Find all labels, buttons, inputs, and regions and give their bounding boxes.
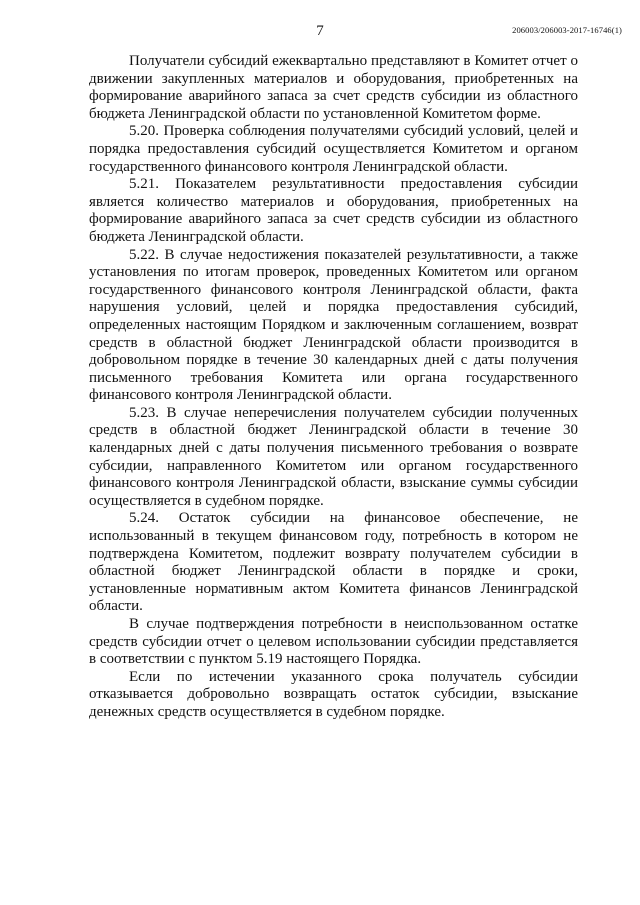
paragraph-reporting: Получатели субсидий ежеквартально представляют в Комитет отчет о движении закупленных материалов и оборудования, приобретенных на формирование аварийного запаса за счет средств субсидии из областного бюджета Ленинградской области по установленной Комитетом форме. <box>89 53 578 122</box>
paragraph-5-24: 5.24. Остаток субсидии на финансовое обеспечение, не использованный в текущем финансовом году, потребность в котором не подтверждена Комитетом, подлежит возврату получателем субсидии в областной бюджет Ленинградской области в порядке и сроки, установленные нормативным актом Комитета финансов Ленинградской области. <box>89 510 578 615</box>
paragraph-confirmation: В случае подтверждения потребности в неиспользованном остатке средств субсидии отчет о целевом использовании субсидии представляется в соответствии с пунктом 5.19 настоящего Порядка. <box>89 616 578 668</box>
document-id: 206003/206003-2017-16746(1) <box>512 25 622 35</box>
paragraph-5-20: 5.20. Проверка соблюдения получателями субсидий условий, целей и порядка предоставления субсидий осуществляется Комитетом и органом государственного финансового контроля Ленинградской области. <box>89 123 578 175</box>
paragraph-refusal: Если по истечении указанного срока получатель субсидии отказывается добровольно возвращать остаток субсидии, взыскание денежных средств осуществляется в судебном порядке. <box>89 668 578 720</box>
page-number: 7 <box>316 23 324 39</box>
document-body <box>89 53 578 722</box>
paragraph-5-21: 5.21. Показателем результативности предоставления субсидии является количество материалов и оборудования, приобретенных на формирование аварийного запаса за счет средств субсидии из областного бюджета Ленинградской области. <box>89 176 578 245</box>
paragraph-5-23: 5.23. В случае неперечисления получателем субсидии полученных средств в областной бюджет Ленинградской области в течение 30 календарных дней с даты получения письменного требования о возврате субсидии, направленного Комитетом или органом государственного финансового контроля Ленинградской области, взыскание суммы субсидии осуществляется в судебном порядке. <box>89 404 578 509</box>
paragraph-5-22: 5.22. В случае недостижения показателей результативности, а также установления по итогам проверок, проведенных Комитетом или органом государственного финансового контроля Ленинградской области, факта нарушения условий, целей и порядка предоставления субсидий, определенных настоящим Порядком и заключенным соглашением, возврат средств в областной бюджет Ленинградской области производится в добровольном порядке в течение 30 календарных дней с даты получения письменного требования Комитета или органа государственного финансового контроля Ленинградской области. <box>89 246 578 404</box>
